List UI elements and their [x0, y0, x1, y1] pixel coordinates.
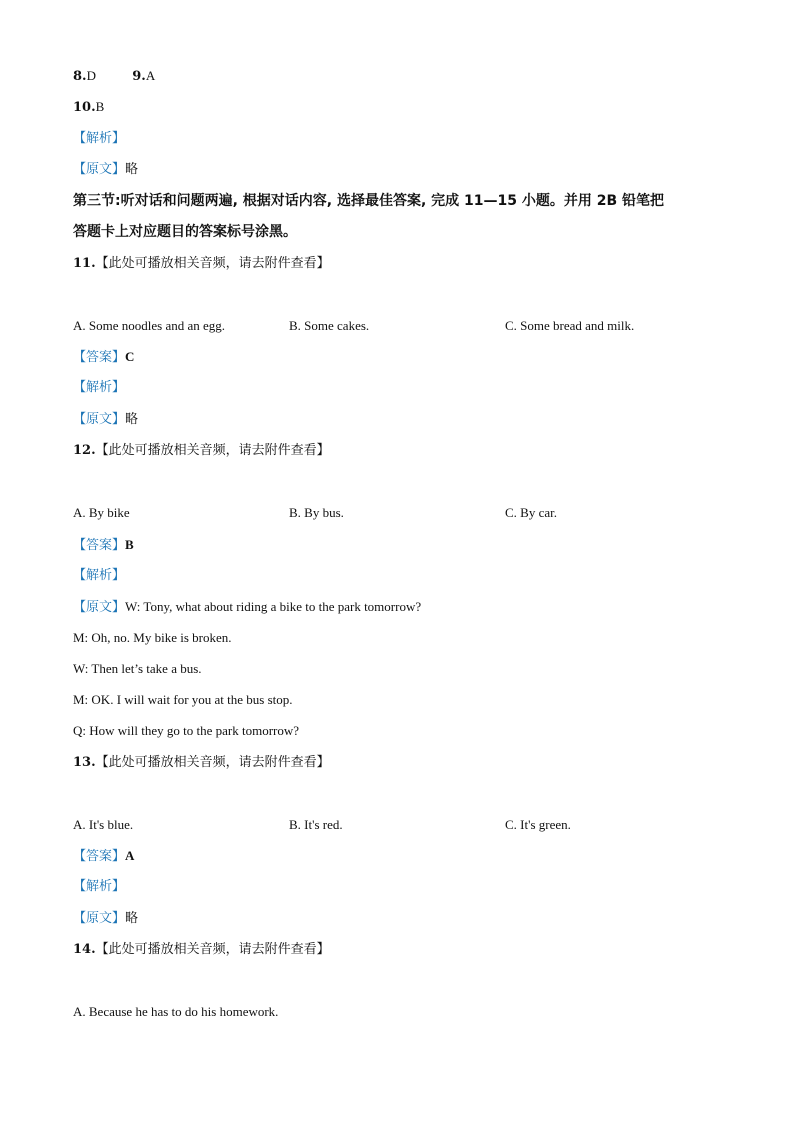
jiexi-label-11: 【解析】	[73, 380, 126, 395]
transcript-line-3: W: Then let’s take a bus.	[73, 661, 202, 676]
question-11	[73, 255, 330, 273]
q12-answer: B	[125, 537, 134, 552]
transcript-line-1	[73, 598, 421, 617]
q9-answer: A	[145, 68, 156, 83]
section3-line2: 答题卡上对应题目的答案标号涂黑。	[73, 224, 297, 240]
q12-prompt: 【此处可播放相关音频，请去附件查看】	[95, 443, 330, 458]
q11-option-b: B. Some cakes.	[289, 318, 370, 333]
q14-number: 14.	[73, 942, 96, 957]
jiexi-label-10: 【解析】	[73, 131, 126, 146]
q13-prompt: 【此处可播放相关音频，请去附件查看】	[95, 755, 330, 770]
q12-answer-line	[73, 536, 134, 555]
yuanwen-label: 【原文】	[73, 911, 126, 926]
q13-number: 13.	[73, 755, 96, 770]
jiexi-label-12: 【解析】	[73, 568, 126, 583]
daan-label: 【答案】	[73, 538, 126, 553]
q9-number: 9.	[132, 69, 146, 84]
yuanwen-label: 【原文】	[73, 412, 126, 427]
yuanwen-text: 略	[125, 162, 139, 177]
answer-line-10	[73, 98, 104, 117]
answer-line-8-9	[73, 67, 155, 86]
q12-option-b: B. By bus.	[289, 505, 344, 520]
q12-option-c: C. By car.	[505, 505, 557, 520]
q14-option-a: A. Because he has to do his homework.	[73, 1004, 279, 1019]
q11-answer-line	[73, 348, 134, 367]
q14-prompt: 【此处可播放相关音频，请去附件查看】	[95, 942, 330, 957]
transcript-line-4: M: OK. I will wait for you at the bus stop.	[73, 692, 293, 707]
q11-answer: C	[125, 349, 135, 364]
yuanwen-label: 【原文】	[73, 162, 126, 177]
transcript-line-2: M: Oh, no. My bike is broken.	[73, 630, 232, 645]
question-12	[73, 442, 330, 460]
q11-option-c: C. Some bread and milk.	[505, 318, 635, 333]
yuanwen-line-11	[73, 411, 138, 429]
q13-answer-line	[73, 847, 134, 866]
yuanwen-label: 【原文】	[73, 600, 126, 615]
yuanwen-text: 略	[125, 911, 139, 926]
question-13	[73, 754, 330, 772]
question-14	[73, 941, 330, 959]
transcript-line-5: Q: How will they go to the park tomorrow?	[73, 723, 300, 738]
q11-option-a: A. Some noodles and an egg.	[73, 318, 226, 333]
q10-number: 10.	[73, 100, 96, 115]
yuanwen-line-10	[73, 161, 138, 179]
q8-answer: D	[86, 68, 96, 83]
q10-answer: B	[95, 99, 105, 114]
transcript-text: W: Tony, what about riding a bike to the park tomorrow?	[125, 599, 422, 614]
q13-option-b: B. It's red.	[289, 817, 343, 832]
jiexi-label-13: 【解析】	[73, 879, 126, 894]
q13-option-a: A. It's blue.	[73, 817, 134, 832]
q11-prompt: 【此处可播放相关音频，请去附件查看】	[95, 256, 330, 271]
q13-option-c: C. It's green.	[505, 817, 571, 832]
yuanwen-text: 略	[125, 412, 139, 427]
section3-line1: 第三节:听对话和问题两遍, 根据对话内容, 选择最佳答案, 完成 11—15 小题。并用 2B 铅笔把	[73, 193, 665, 209]
daan-label: 【答案】	[73, 350, 126, 365]
q13-answer: A	[125, 848, 135, 863]
yuanwen-line-13	[73, 910, 138, 928]
daan-label: 【答案】	[73, 849, 126, 864]
q11-number: 11.	[73, 256, 96, 271]
q8-number: 8.	[73, 69, 87, 84]
q12-number: 12.	[73, 443, 96, 458]
q12-option-a: A. By bike	[73, 505, 130, 520]
